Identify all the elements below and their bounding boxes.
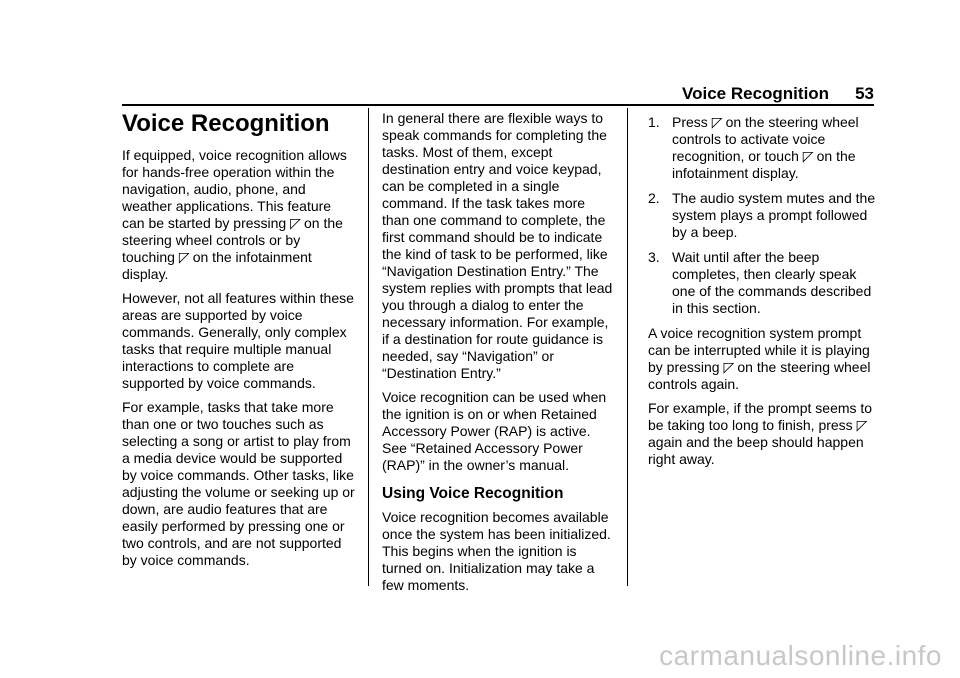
paragraph-features: However, not all features within these areas are supported by voice commands. Generally, only complex tasks that require multiple manual interactions to complete are supported by voice commands. [122,290,354,391]
list-item [648,114,880,182]
text-run: on the infotainment display. [672,148,856,181]
text-run: on the steering wheel controls or by touching [122,215,343,265]
section-title: Voice Recognition [122,110,330,137]
voice-recognition-icon: ◸ [711,114,723,130]
column-1 [122,110,356,576]
paragraph-interrupt [648,325,880,393]
text-run: again and the beep should happen right away. [648,434,864,467]
paragraph-example-interrupt [648,400,880,468]
page-number: 53 [855,84,874,103]
text-run: For example, if the prompt seems to be taking too long to finish, press [648,400,873,433]
column-divider-2 [627,108,628,586]
voice-recognition-icon: ◸ [802,148,814,164]
steps-list [648,114,880,317]
list-text: The audio system mutes and the system plays a prompt followed by a beep. [672,190,876,240]
voice-recognition-icon: ◸ [178,249,190,265]
text-run: A voice recognition system prompt can be interrupted while it is playing by pressing [648,325,870,375]
paragraph-intro [122,147,356,283]
list-number: 1. [648,114,660,130]
running-header [682,84,874,104]
voice-recognition-icon: ◸ [290,215,301,231]
text-run: Press [672,114,712,130]
watermark: carmanualsonline.info [659,640,942,671]
column-3 [648,114,880,475]
subsection-heading: Using Voice Recognition [382,485,564,502]
column-divider-1 [368,108,369,586]
list-number: 2. [648,190,660,206]
text-run: If equipped, voice recognition allows for hands-free operation within the navigation, audio, phone, and weather applications. This feature can be started by pressing [122,147,347,231]
header-section-title: Voice Recognition [682,84,830,103]
text-run: on the infotainment display. [122,249,312,282]
paragraph-ignition: Voice recognition can be used when the ignition is on or when Retained Accessory Power (RAP) is active. See “Retained Accessory Power (RAP)” in the owner’s manual. [382,389,607,473]
paragraph-commands: In general there are flexible ways to speak commands for completing the tasks. Most of them, except destination entry and voice keypad, can be completed in a single command. If the task takes more than one command to complete, the first command should be to indicate the kind of task to be performed, like “Navigation Destination Entry.” The system replies with prompts that lead you through a dialog to enter the necessary information. For example, if a destination for route guidance is needed, say “Navigation” or “Destination Entry.” [382,110,613,381]
list-item [648,249,880,317]
text-run: on the steering wheel controls again. [648,359,871,392]
text-run: on the steering wheel controls to activate voice recognition, or touch [672,114,859,164]
list-text: Wait until after the beep completes, then clearly speak one of the commands described in this section. [672,249,872,316]
list-text [672,114,880,182]
voice-recognition-icon: ◸ [856,417,868,433]
column-2 [382,110,616,601]
list-number: 3. [648,249,660,265]
paragraph-initialization: Voice recognition becomes available once the system has been initialized. This begins when the ignition is turned on. Initialization may take a few moments. [382,509,611,593]
list-item [648,190,880,241]
paragraph-examples: For example, tasks that take more than one or two touches such as selecting a song or artist to play from a media device would be supported by voice commands. Other tasks, like adjusting the volume or seeking up or down, are audio features that are easily performed by pressing one or two controls, and are not supported by voice commands. [122,399,355,568]
voice-recognition-icon: ◸ [723,359,735,375]
header-rule [122,104,874,106]
